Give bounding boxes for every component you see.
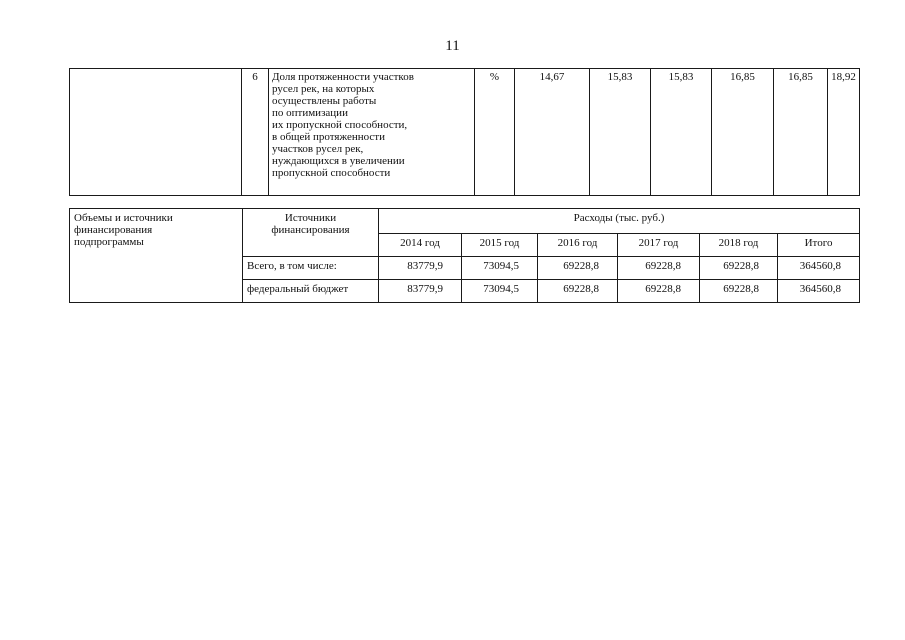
indicator-value: 14,67 [515,69,590,196]
funding-value: 69228,8 [538,280,618,303]
total-header: Итого [778,234,860,257]
year-header: 2016 год [538,234,618,257]
funding-row-label: Всего, в том числе: [243,257,379,280]
sources-header [243,209,379,257]
indicator-value: 16,85 [712,69,774,196]
funding-value: 69228,8 [700,257,778,280]
row-title-line: подпрограммы [74,236,144,248]
page-number: 11 [445,38,460,54]
funding-table [69,208,860,303]
funding-row-label: федеральный бюджет [243,280,379,303]
funding-value: 83779,9 [379,257,462,280]
year-header: 2014 год [379,234,462,257]
funding-value: 69228,8 [618,257,700,280]
funding-header-row [70,209,860,234]
indicator-description [269,69,475,196]
indicator-unit: % [475,69,515,196]
indicator-value: 16,85 [774,69,828,196]
indicator-index: 6 [242,69,269,196]
description-line: нуждающихся в увеличении [272,155,405,167]
year-header: 2018 год [700,234,778,257]
description-line: их пропускной способности, [272,119,408,131]
description-line: в общей протяженности [272,131,385,143]
funding-value: 364560,8 [778,280,860,303]
description-line: пропускной способности [272,167,391,179]
description-line: осуществлены работы [272,95,377,107]
funding-value: 69228,8 [538,257,618,280]
description-line: Доля протяженности участков [272,71,414,83]
expenses-header: Расходы (тыс. руб.) [379,209,860,234]
year-header: 2015 год [462,234,538,257]
indicator-table [69,68,860,196]
funding-row-title [70,209,243,303]
funding-value: 69228,8 [700,280,778,303]
funding-value: 83779,9 [379,280,462,303]
indicator-value: 18,92 [828,69,860,196]
description-line: по оптимизации [272,107,348,119]
year-header: 2017 год [618,234,700,257]
description-line: участков русел рек, [272,143,364,155]
description-line: русел рек, на которых [272,83,375,95]
sources-header-line: Источники [284,212,337,224]
funding-value: 364560,8 [778,257,860,280]
funding-value: 73094,5 [462,257,538,280]
funding-value: 73094,5 [462,280,538,303]
funding-value: 69228,8 [618,280,700,303]
indicator-row [70,69,860,196]
empty-cell [70,69,242,196]
row-title-line: финансирования [74,224,153,236]
row-title-line: Объемы и источники [74,212,173,224]
indicator-value: 15,83 [651,69,712,196]
sources-header-line: финансирования [271,224,350,236]
indicator-value: 15,83 [590,69,651,196]
